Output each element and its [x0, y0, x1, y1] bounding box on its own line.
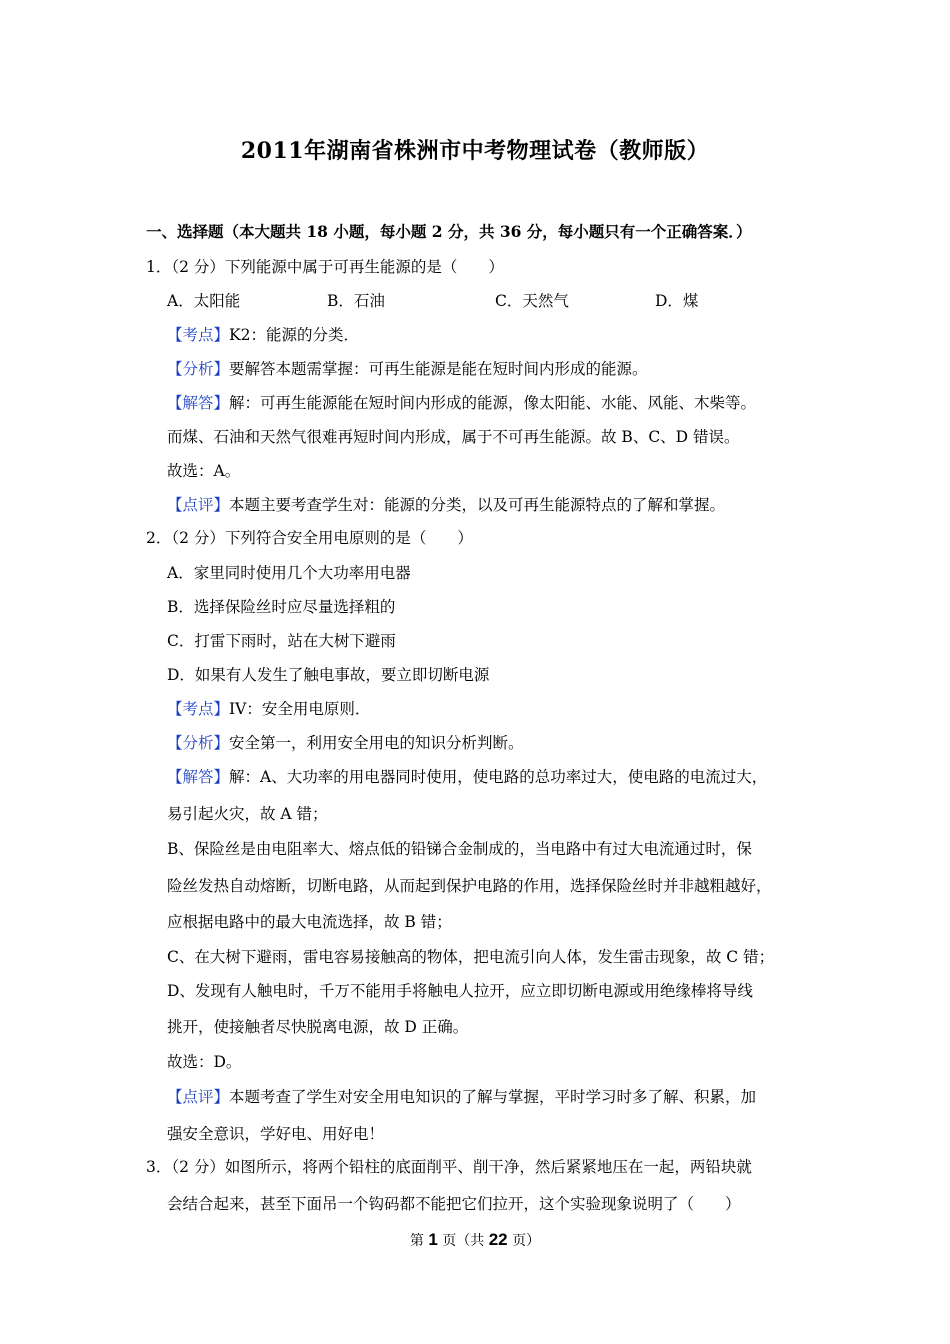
- q1-kaodian-text: K2：能源的分类．: [229, 326, 359, 344]
- q2-option-b: B．选择保险丝时应尽量选择粗的: [167, 598, 396, 616]
- footer-total-pages: 22: [488, 1230, 508, 1249]
- q1-jieda: [167, 393, 756, 413]
- fenxi-tag: 【分析】: [167, 734, 230, 752]
- dianping-tag: 【点评】: [167, 496, 230, 514]
- footer-prefix: 第: [409, 1233, 424, 1249]
- q2-kaodian: [167, 699, 370, 719]
- option-a: A．太阳能: [167, 292, 241, 310]
- q2-jieda: [167, 767, 767, 787]
- q1-dianping: [167, 495, 725, 515]
- q2-fenxi: [167, 733, 524, 753]
- q1-jieda-text: 解：可再生能源能在短时间内形成的能源，像太阳能、水能、风能、木柴等。: [229, 394, 757, 412]
- question-2-stem: 2．（2 分）下列符合安全用电原则的是（ ）: [146, 529, 473, 547]
- q2-jieda-line8: 挑开，使接触者尽快脱离电源，故 D 正确。: [167, 1018, 469, 1036]
- q2-kaodian-text: IV：安全用电原则．: [229, 700, 371, 718]
- q2-answer: 故选：D。: [167, 1053, 242, 1071]
- kaodian-tag: 【考点】: [167, 326, 230, 344]
- q1-dianping-text: 本题主要考查学生对：能源的分类，以及可再生能源特点的了解和掌握。: [229, 496, 726, 514]
- page-title: 2011年湖南省株洲市中考物理试卷（教师版）: [240, 138, 710, 164]
- question-1-stem: 1．（2 分）下列能源中属于可再生能源的是（ ）: [146, 258, 504, 276]
- q1-kaodian: [167, 325, 359, 345]
- q2-dianping: [167, 1087, 756, 1107]
- fenxi-tag: 【分析】: [167, 360, 230, 378]
- kaodian-tag: 【考点】: [167, 700, 230, 718]
- q2-dianping-text: 本题考查了学生对安全用电知识的了解与掌握，平时学习时多了解、积累，加: [229, 1088, 757, 1106]
- page-footer: [0, 1230, 950, 1250]
- option-c: C．天然气: [495, 292, 569, 310]
- footer-page-number: 1: [428, 1230, 438, 1249]
- q2-jieda-line6: C、在大树下避雨，雷电容易接触高的物体，把电流引向人体，发生雷击现象，故 C 错；: [167, 948, 775, 966]
- jieda-tag: 【解答】: [167, 768, 230, 786]
- q2-jieda-line4: 险丝发热自动熔断，切断电路，从而起到保护电路的作用，选择保险丝时并非越粗越好，: [167, 877, 772, 895]
- q2-jieda-line2: 易引起火灾，故 A 错；: [167, 805, 328, 823]
- q2-jieda-line3: B、保险丝是由电阻率大、熔点低的铅锑合金制成的，当电路中有过大电流通过时，保: [167, 840, 752, 858]
- option-b: B．石油: [327, 292, 385, 310]
- question-3-stem-line2: 会结合起来，甚至下面吊一个钩码都不能把它们拉开，这个实验现象说明了（ ）: [167, 1195, 741, 1213]
- q1-fenxi-text: 要解答本题需掌握：可再生能源是能在短时间内形成的能源。: [229, 360, 648, 378]
- q2-jieda-line7: D、发现有人触电时，千万不能用手将触电人拉开，应立即切断电源或用绝缘棒将导线: [167, 982, 753, 1000]
- footer-mid: 页（共: [442, 1233, 485, 1249]
- q1-answer: 故选：A。: [167, 462, 241, 480]
- question-3-stem: 3．（2 分）如图所示，将两个铅柱的底面削平、削干净，然后紧紧地压在一起，两铅块就: [146, 1158, 752, 1176]
- q1-jieda-line2: 而煤、石油和天然气很难再短时间内形成，属于不可再生能源。故 B、C、D 错误。: [167, 428, 740, 446]
- q2-option-c: C．打雷下雨时，站在大树下避雨: [167, 632, 396, 650]
- jieda-tag: 【解答】: [167, 394, 230, 412]
- q2-jieda-text: 解：A、大功率的用电器同时使用，使电路的总功率过大，使电路的电流过大，: [229, 768, 768, 786]
- q2-fenxi-text: 安全第一，利用安全用电的知识分析判断。: [229, 734, 524, 752]
- section-heading: 一、选择题（本大题共 18 小题，每小题 2 分，共 36 分，每小题只有一个正确答案．）: [146, 222, 752, 241]
- q2-option-d: D．如果有人发生了触电事故，要立即切断电源: [167, 666, 490, 684]
- q2-jieda-line5: 应根据电路中的最大电流选择，故 B 错；: [167, 913, 452, 931]
- option-d: D．煤: [655, 292, 699, 310]
- q2-dianping-line2: 强安全意识，学好电、用好电！: [167, 1125, 385, 1143]
- dianping-tag: 【点评】: [167, 1088, 230, 1106]
- footer-suffix: 页）: [512, 1233, 541, 1249]
- q1-fenxi: [167, 359, 648, 379]
- q2-option-a: A．家里同时使用几个大功率用电器: [167, 564, 411, 582]
